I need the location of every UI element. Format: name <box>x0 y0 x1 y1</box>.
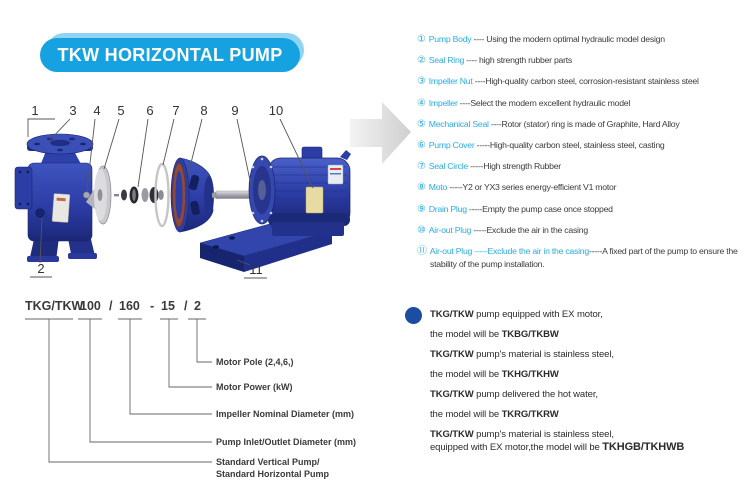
part-name: Pump Body <box>428 34 472 44</box>
list-item <box>417 118 756 131</box>
part-desc: -----High strength Rubber <box>467 161 561 172</box>
pump-cover-graphic <box>171 158 214 232</box>
circled-number: ⑥ <box>417 139 426 151</box>
arrow-right-icon <box>350 102 411 164</box>
part-name: Moto <box>428 182 448 193</box>
variant-condition <box>430 428 752 441</box>
part-desc: -----Exclude the air in the casing <box>471 224 588 235</box>
brand-code: TKG/TKW <box>430 309 474 320</box>
list-item <box>417 97 756 110</box>
variant-result <box>430 368 752 381</box>
motor-graphic <box>212 147 351 236</box>
part-number-11: 11 <box>249 262 263 277</box>
label-motor-power: Motor Power (kW) <box>216 382 293 392</box>
part-desc: -----Empty the pump case once stopped <box>466 203 613 214</box>
label-inlet-outlet-diameter: Pump Inlet/Outlet Diameter (mm) <box>216 437 357 447</box>
part-number-5: 5 <box>117 103 125 118</box>
part-name: Impeller Nut <box>428 76 473 87</box>
part-name: Drain Plug <box>428 203 467 214</box>
part-name: Pump Cover <box>428 139 475 150</box>
part-number-2: 2 <box>37 261 45 276</box>
part-number-7: 7 <box>172 103 180 118</box>
model-code-diagram <box>20 293 370 493</box>
exploded-pump-diagram <box>10 95 420 295</box>
list-item <box>417 139 756 152</box>
page-title: TKW HORIZONTAL PUMP <box>57 44 283 65</box>
circled-number: ③ <box>417 76 426 88</box>
part-name: Mechanical Seal <box>428 118 489 129</box>
part-number-3: 3 <box>69 103 77 118</box>
part-desc: -----Y2 or YX3 series energy-efficient V1 motor <box>447 182 617 193</box>
part-number-10: 10 <box>268 103 284 118</box>
model-code: TKRG/TKRW <box>501 409 559 420</box>
list-item <box>417 203 756 216</box>
model-seg-inlet: 100 <box>80 299 101 313</box>
result-text: equipped with EX motor,the model will be <box>430 442 603 453</box>
model-seg-impeller: 160 <box>119 299 140 313</box>
model-variant-notes <box>430 308 752 461</box>
label-standard-vertical: Standard Vertical Pump/ <box>216 457 320 467</box>
model-seg-slash2: / <box>184 299 188 313</box>
result-text: the model will be <box>430 409 502 420</box>
part-number-4: 4 <box>93 103 101 118</box>
circled-number: ② <box>417 55 426 67</box>
result-text: the model will be <box>430 369 502 380</box>
part-name: Air-out Plug <box>428 224 472 235</box>
variant-condition <box>430 388 752 401</box>
circled-number: ① <box>417 34 426 45</box>
part-desc: -----High-quality carbon steel, stainless steel, casting <box>474 139 665 150</box>
part-desc: ----Select the modern excellent hydraulic model <box>457 97 631 108</box>
impeller-nut-graphic <box>83 192 89 198</box>
list-item <box>417 33 756 46</box>
list-item <box>417 181 756 194</box>
result-text: the model will be <box>430 329 502 340</box>
model-seg-pole: 2 <box>194 299 201 313</box>
list-item <box>417 245 756 270</box>
brand-code: TKG/TKW <box>430 389 474 400</box>
model-seg-power: 15 <box>161 299 175 313</box>
label-motor-pole: Motor Pole (2,4,6,) <box>216 357 294 367</box>
circled-number: ⑪ <box>417 245 427 257</box>
model-seg-slash1: / <box>109 299 113 313</box>
model-code-segments <box>25 299 201 313</box>
circled-number: ④ <box>417 97 426 109</box>
bullet-dot-icon <box>405 307 422 324</box>
part-number-6: 6 <box>146 103 154 118</box>
variant-condition <box>430 308 752 321</box>
label-standard-horizontal: Standard Horizontal Pump <box>216 469 330 479</box>
part-desc: ----Rotor (stator) ring is made of Graphite, Hard Alloy <box>488 118 680 129</box>
brand-code: TKG/TKW <box>430 429 474 440</box>
part-desc: ---- Using the modern optimal hydraulic model design <box>471 34 665 44</box>
part-number-8: 8 <box>200 103 208 118</box>
circled-number: ⑤ <box>417 118 426 130</box>
part-name: Air-out Plug -----Exclude the air in the casing <box>429 245 589 256</box>
part-number-9: 9 <box>231 103 239 118</box>
model-code-labels <box>216 357 356 479</box>
list-item <box>417 75 756 88</box>
part-number-1: 1 <box>31 103 39 118</box>
list-item <box>417 54 756 67</box>
part-desc: ----High-quality carbon steel, corrosion-resistant stainless steel <box>472 76 699 87</box>
circled-number: ⑦ <box>417 161 426 173</box>
circled-number: ⑨ <box>417 203 426 215</box>
model-seg-brand: TKG/TKW <box>25 299 84 313</box>
model-seg-dash: - <box>150 299 155 313</box>
variant-result <box>430 328 752 341</box>
circled-number: ⑧ <box>417 182 426 194</box>
part-name: Seal Ring <box>428 55 465 66</box>
part-desc: ---- high strength rubber parts <box>464 55 573 66</box>
parts-description-list <box>417 33 756 278</box>
condition-text: pump's material is stainless steel, <box>473 349 614 360</box>
model-code: TKBG/TKBW <box>501 329 559 340</box>
model-code: TKHG/TKHW <box>501 369 559 380</box>
condition-text: pump's material is stainless steel, <box>473 429 614 440</box>
condition-text: pump delivered the hot water, <box>473 389 598 400</box>
variant-result <box>430 441 752 454</box>
part-name: Impeller <box>428 97 458 108</box>
list-item <box>417 160 756 173</box>
part-name: Seal Circle <box>428 161 468 172</box>
model-code-lines <box>25 319 212 462</box>
condition-text: pump equipped with EX motor, <box>473 309 603 320</box>
part-desc: -----A fixed part of the pump to ensure the stability of the pump installation. <box>430 245 738 269</box>
title-banner <box>40 38 300 72</box>
label-impeller-diameter: Impeller Nominal Diameter (mm) <box>216 409 355 419</box>
list-item <box>417 224 756 237</box>
model-code: TKHGB/TKHWB <box>602 441 685 453</box>
circled-number: ⑩ <box>417 224 426 236</box>
brand-code: TKG/TKW <box>430 349 474 360</box>
variant-result <box>430 408 752 421</box>
variant-condition <box>430 348 752 361</box>
